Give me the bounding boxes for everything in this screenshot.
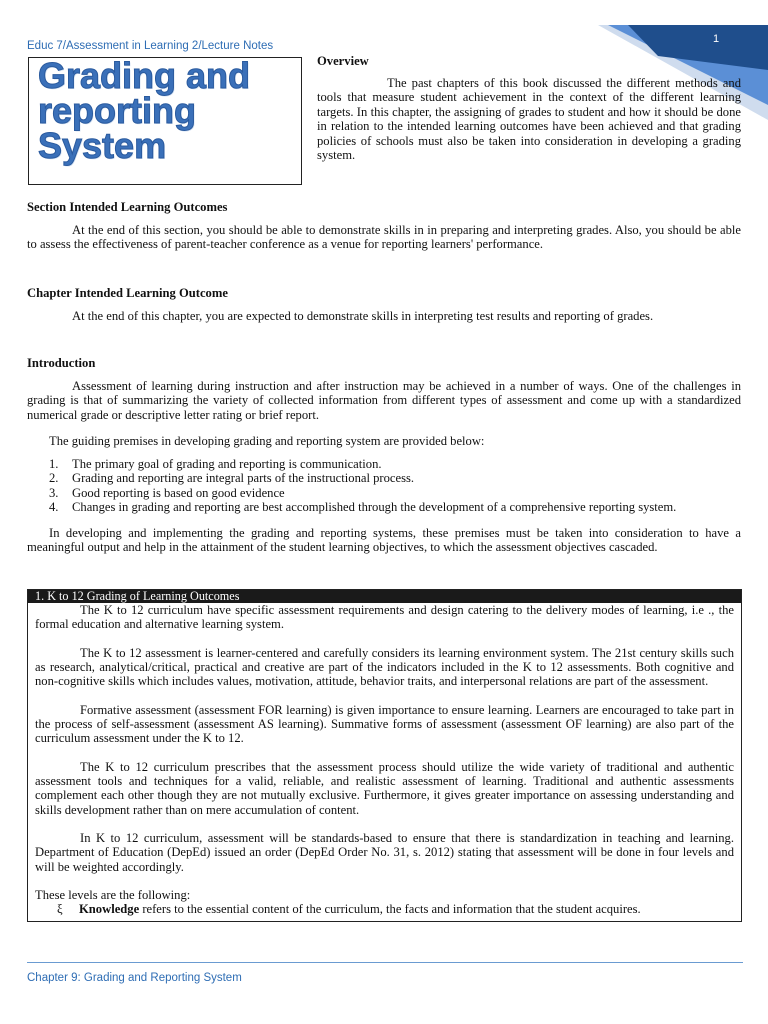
footer-divider — [27, 962, 743, 963]
chapter-title — [38, 55, 251, 166]
k12-levels-intro: These levels are the following: — [35, 888, 191, 903]
k12-paragraph-4: The K to 12 curriculum prescribes that the assessment process should utilize the wide variety of traditional and authentic assessment tools and techniques for a valid, reliable, and realistic assessment of learning. Traditional and authentic assessments complement each other though they are not mutually exclusive. Furthermore, it gives greater importance on assessing understanding and skills development rather than on mere accumulation of content. — [35, 759, 734, 817]
chapter-title-line-2: reporting — [38, 90, 196, 131]
premises-list — [27, 457, 741, 515]
list-item: 4. Changes in grading and reporting are best accomplished through the development of a comprehensive reporting system. — [49, 500, 677, 515]
overview-text: The past chapters of this book discussed the different methods and tools that measure student achievement in the context of the different learning targets. In this chapter, the assigning of grades to student and how it should be done in relation to the intended learning outcomes have been achieved and that grading policies of schools must also be taken into consideration in developing a grading system. — [317, 76, 741, 163]
k12-paragraph-2: The K to 12 assessment is learner-centered and carefully considers its learning environment system. The 21st century skills such as research, analytical/critical, practical and creative are part of the indicators included in the K to 12 assessments. Both cognitive and non-cognitive skills which includes values, motivation, attitude, behavior traits, and interpersonal relations are part of the assessment. — [35, 645, 734, 689]
k12-section-box — [27, 589, 742, 922]
footer-chapter-title: Chapter 9: Grading and Reporting System — [27, 972, 242, 984]
k12-section-heading: 1. K to 12 Grading of Learning Outcomes — [28, 590, 741, 603]
introduction-paragraph-2: The guiding premises in developing grading and reporting system are provided below: — [49, 434, 485, 448]
chapter-outcome-paragraph — [27, 309, 741, 323]
k12-section-body — [28, 603, 741, 917]
chapter-title-line-3: System — [38, 125, 167, 166]
list-item: 2. Grading and reporting are integral parts of the instructional process. — [49, 471, 415, 486]
introduction-heading: Introduction — [27, 356, 96, 370]
list-item: 3. Good reporting is based on good evidence — [49, 485, 285, 500]
header-course-title: Educ 7/Assessment in Learning 2/Lecture Notes — [27, 40, 274, 52]
overview-heading: Overview — [317, 54, 369, 68]
introduction-paragraph-1: Assessment of learning during instruction and after instruction may be achieved in a number of ways. One of the challenges in grading is that of summarizing the variety of collected information from different types of assessment and come up with a standardized numerical grade or descriptive letter rating or brief report. — [27, 379, 741, 422]
section-outcomes-heading: Section Intended Learning Outcomes — [27, 200, 228, 214]
page-number: 1 — [712, 33, 720, 45]
chapter-title-line-1: Grading and — [38, 55, 251, 96]
chapter-outcome-text: At the end of this chapter, you are expected to demonstrate skills in interpreting test results and reporting of grades. — [72, 309, 654, 323]
chapter-outcome-heading: Chapter Intended Learning Outcome — [27, 286, 228, 300]
list-item: 1. The primary goal of grading and reporting is communication. — [49, 457, 382, 471]
k12-paragraph-5: In K to 12 curriculum, assessment will be standards-based to ensure that there is standardization in teaching and learning. Department of Education (DepEd) issued an order (DepEd Order No. 31, s. 2012) stating that assessment will be done in four levels and will be weighted accordingly. — [35, 831, 734, 874]
level-text: refers to the essential content of the curriculum, the facts and information that the student acquires. — [139, 902, 641, 917]
overview-paragraph — [317, 76, 741, 162]
k12-paragraph-3: Formative assessment (assessment FOR learning) is given importance to ensure learning. Learners are encouraged to take part in the process of self-assessment (assessment AS learning). Summative forms of assessment (assessment OF learning) are also part of the curriculum assessment under the K to 12. — [35, 702, 734, 746]
section-outcomes-text: At the end of this section, you should be able to demonstrate skills in in preparing and interpreting grades. Also, you should be able to assess the effectiveness of parent-teacher conference as a venue for reporting learners' performance. — [27, 223, 741, 252]
bullet-symbol: ξ — [57, 902, 63, 917]
k12-paragraph-1: The K to 12 curriculum have specific assessment requirements and design catering to the delivery modes of learning, i.e ., the formal education and alternative learning system. — [35, 603, 734, 632]
level-term: Knowledge — [79, 902, 140, 917]
k12-level-knowledge — [35, 902, 734, 916]
section-outcomes-paragraph — [27, 223, 741, 252]
chapter-title-box — [28, 57, 302, 185]
introduction-paragraph-3: In developing and implementing the grading and reporting systems, these premises must be taken into consideration to have a meaningful output and help in the attainment of the student learning objectives, to which the assessment objectives cascaded. — [27, 526, 741, 555]
